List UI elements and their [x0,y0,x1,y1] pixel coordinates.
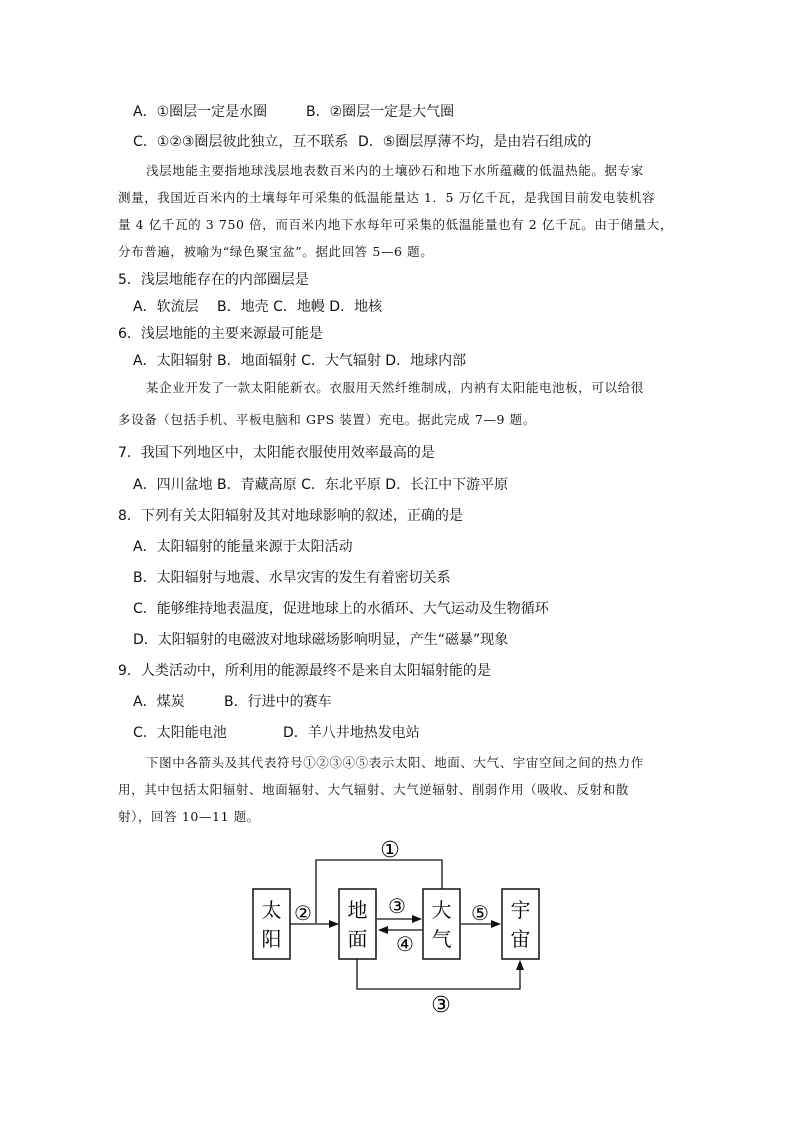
arrow-3-bottom [357,959,520,989]
marker-3: ③ [388,894,406,918]
sun-label-2: 阳 [261,927,282,951]
q9-option-b: B．行进中的赛车 [224,694,332,710]
passage2-line1: 某企业开发了一款太阳能新衣。衣服用天然纤维制成，内衲有太阳能电池板，可以给很 [146,380,644,395]
marker-4: ④ [396,932,414,956]
sun-label-1: 太 [261,898,282,922]
passage1-line2: 测量，我国近百米内的土壤每年可采集的低温能量达 1．5 万亿千瓦，是我国目前发电装机容 [118,190,656,205]
passage1-line1: 浅层地能主要指地球浅层地表数百米内的土壤砂石和地下水所蕴藏的低温热能。据专家 [146,163,644,178]
q8-option-b: B．太阳辐射与地震、水旱灾害的发生有着密切关系 [133,570,451,586]
passage2-line2: 多设备（包括手机、平板电脑和 GPS 装置）充电。据此完成 7—9 题。 [118,412,536,427]
atmosphere-label-1: 大 [431,898,452,922]
ground-label-1: 地 [347,898,368,922]
q4-option-b: B．②圈层一定是大气圈 [306,104,455,120]
ground-label-2: 面 [347,927,368,951]
q8-option-d: D．太阳辐射的电磁波对地球磁场影响明显，产生“磁暴”现象 [133,632,509,648]
q8-option-c: C．能够维持地表温度，促进地球上的水循环、大气运动及生物循环 [133,601,549,617]
atmosphere-label-2: 气 [431,927,452,951]
passage3-line3: 射），回答 10—11 题。 [118,809,260,824]
q5-options: A．软流层 B．地壳 C．地幔 D．地核 [133,299,383,315]
passage1-line4: 分布普遍，被喻为“绿色聚宝盆”。据此回答 5—6 题。 [118,244,434,259]
q4-option-d: D．⑤圈层厚薄不均，是由岩石组成的 [358,134,592,150]
q9-option-a: A．煤炭 [133,694,185,710]
q7-stem: 7．我国下列地区中，太阳能衣服使用效率最高的是 [118,445,435,461]
q6-options: A．太阳辐射 B．地面辐射 C．大气辐射 D．地球内部 [133,353,467,369]
q8-stem: 8．下列有关太阳辐射及其对地球影响的叙述，正确的是 [118,508,463,524]
passage3-line2: 用，其中包括太阳辐射、地面辐射、大气辐射、大气逆辐射、削弱作用（吸收、反射和散 [118,782,629,797]
marker-5: ⑤ [471,901,489,925]
marker-3-bottom: ③ [431,993,451,1018]
q5-stem: 5．浅层地能存在的内部圈层是 [118,272,309,288]
q9-stem: 9．人类活动中，所利用的能源最终不是来自太阳辐射能的是 [118,663,491,679]
passage1-line3: 量 4 亿千瓦的 3 750 倍，而百米内地下水每年可采集的低温能量也有 2 亿千瓦。由于储量大， [118,217,673,232]
marker-1: ① [380,838,400,863]
q4-option-c: C．①②③圈层彼此独立，互不联系 [133,134,349,150]
q4-option-a: A．①圈层一定是水圈 [133,104,268,120]
space-label-2: 宙 [510,927,531,951]
q8-option-a: A．太阳辐射的能量来源于太阳活动 [133,539,353,555]
q6-stem: 6．浅层地能的主要来源最可能是 [118,326,323,342]
q9-option-c: C．太阳能电池 [133,725,227,741]
marker-2: ② [294,901,312,925]
q7-options: A．四川盆地 B．青藏高原 C．东北平原 D．长江中下游平原 [133,477,509,493]
passage3-line1: 下图中各箭头及其代表符号①②③④⑤表示太阳、地面、大气、宇宙空间之间的热力作 [146,755,644,770]
space-label-1: 宇 [510,898,531,922]
q9-option-d: D．羊八井地热发电站 [283,725,420,741]
